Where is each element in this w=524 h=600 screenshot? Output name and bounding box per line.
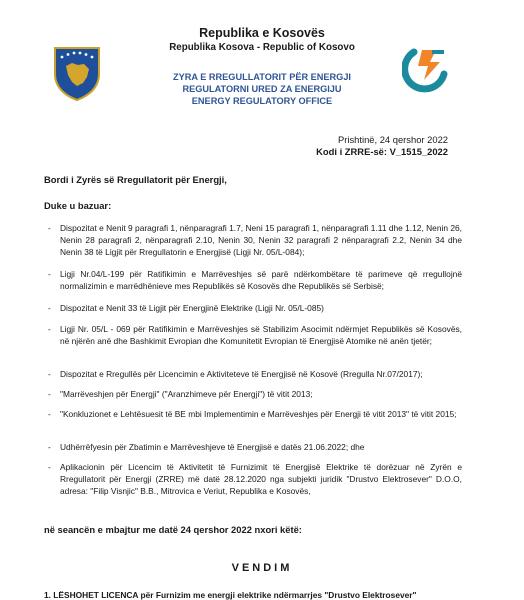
bullet-dash: -	[48, 442, 51, 452]
office-name-serbian: REGULATORNI URED ZA ENERGIJU	[182, 84, 342, 94]
bullet-dash: -	[48, 409, 51, 419]
bullet-dash: -	[48, 369, 51, 379]
decision-point-1: 1. LËSHOHET LICENCA për Furnizim me energji elektrike ndërmarrjes "Drustvo Elektrosever"	[44, 590, 417, 600]
list-item-text: Dispozitat e Nenit 33 të Ligjit për Energjinë Elektrike (Ligji Nr. 05/L-085)	[60, 303, 324, 313]
country-subtitle: Republika Kosova - Republic of Kosovo	[169, 42, 355, 53]
list-item-text: Ligji Nr. 05/L - 069 për Ratifikimin e Marrëveshjes së Stabilizim Asocimit ndërmjet Republikës së Kosovës, në njërën anë dhe Bashkimit Evropian dhe Komunitetit Evropian të Energjisë Atomike në anën tjetër;	[60, 324, 462, 347]
list-item-text: Ligji Nr.04/L-199 për Ratifikimin e Marrëveshjes së parë ndërkombëtare të parimeve që rregullojnë normalizimin e marrëdhënieve mes Republikës së Kosovës dhe Republikës së Serbisë;	[60, 269, 462, 292]
list-item-text: "Marrëveshjen për Energji" ("Aranzhimeve për Energji") të vitit 2013;	[60, 389, 313, 399]
bullet-dash: -	[48, 269, 51, 279]
closing-statement: në seancën e mbajtur me datë 24 qershor 2022 nxori këtë:	[44, 524, 302, 535]
bullet-dash: -	[48, 303, 51, 313]
bullet-dash: -	[48, 223, 51, 233]
intro-heading: Duke u bazuar:	[44, 200, 112, 211]
bullet-dash: -	[48, 389, 51, 399]
bullet-dash: -	[48, 324, 51, 334]
office-name-english: ENERGY REGULATORY OFFICE	[191, 96, 333, 106]
office-name-albanian: ZYRA E RREGULLATORIT PËR ENERGJI	[173, 72, 351, 82]
document-code: Kodi i ZRRE-së: V_1515_2022	[316, 146, 448, 157]
list-item-text: Aplikacionin për Licencim të Aktivitetit të Furnizimit të Energjisë Elektrike të dorëzuar në Zyrën e Rregullatorit për Energji (ZRRE) më datë 28.12.2020 nga subjekti juridik "Drustvo Elektrosever" D.O.O, adresa: "Filip Visnjic" B.B., Mitrovica e Veriut, Republika e Kosovës,	[60, 462, 462, 497]
salutation: Bordi i Zyrës së Rregullatorit për Energji,	[44, 174, 227, 185]
list-item-text: Dispozitat e Nenit 9 paragrafi 1, nënparagrafi 1.7, Neni 15 paragrafi 1, nënparagrafi 1.11 dhe 1.12, Nenin 26, Nenin 28 paragrafi 2, nënparagrafi 2.10, Nenin 30, Nenin 32 paragrafi 2 nënparagrafi 2.2, Nenin 34 dhe Nenin 38 të Ligjit për Rregullatorin e Energjisë (Ligji Nr. 05/L-084);	[60, 223, 462, 258]
place-and-date: Prishtinë, 24 qershor 2022	[338, 134, 448, 145]
list-item-text: Udhërrëfyesin për Zbatimin e Marrëveshjeve të Energjisë e datës 21.06.2022; dhe	[60, 442, 365, 452]
decision-title: VENDIM	[231, 562, 293, 574]
ero-logo-icon	[402, 44, 452, 94]
list-item-text: "Konkluzionet e Lehtësuesit të BE mbi Implementimin e Marrëveshjes për Energji të vitit 2013" të vitit 2015;	[60, 409, 457, 419]
list-item-text: Dispozitat e Rregullës për Licencimin e Aktiviteteve të Energjisë në Kosovë (Rregulla Nr.07/2017);	[60, 369, 423, 379]
bullet-dash: -	[48, 462, 51, 472]
country-title: Republika e Kosovës	[199, 26, 325, 40]
